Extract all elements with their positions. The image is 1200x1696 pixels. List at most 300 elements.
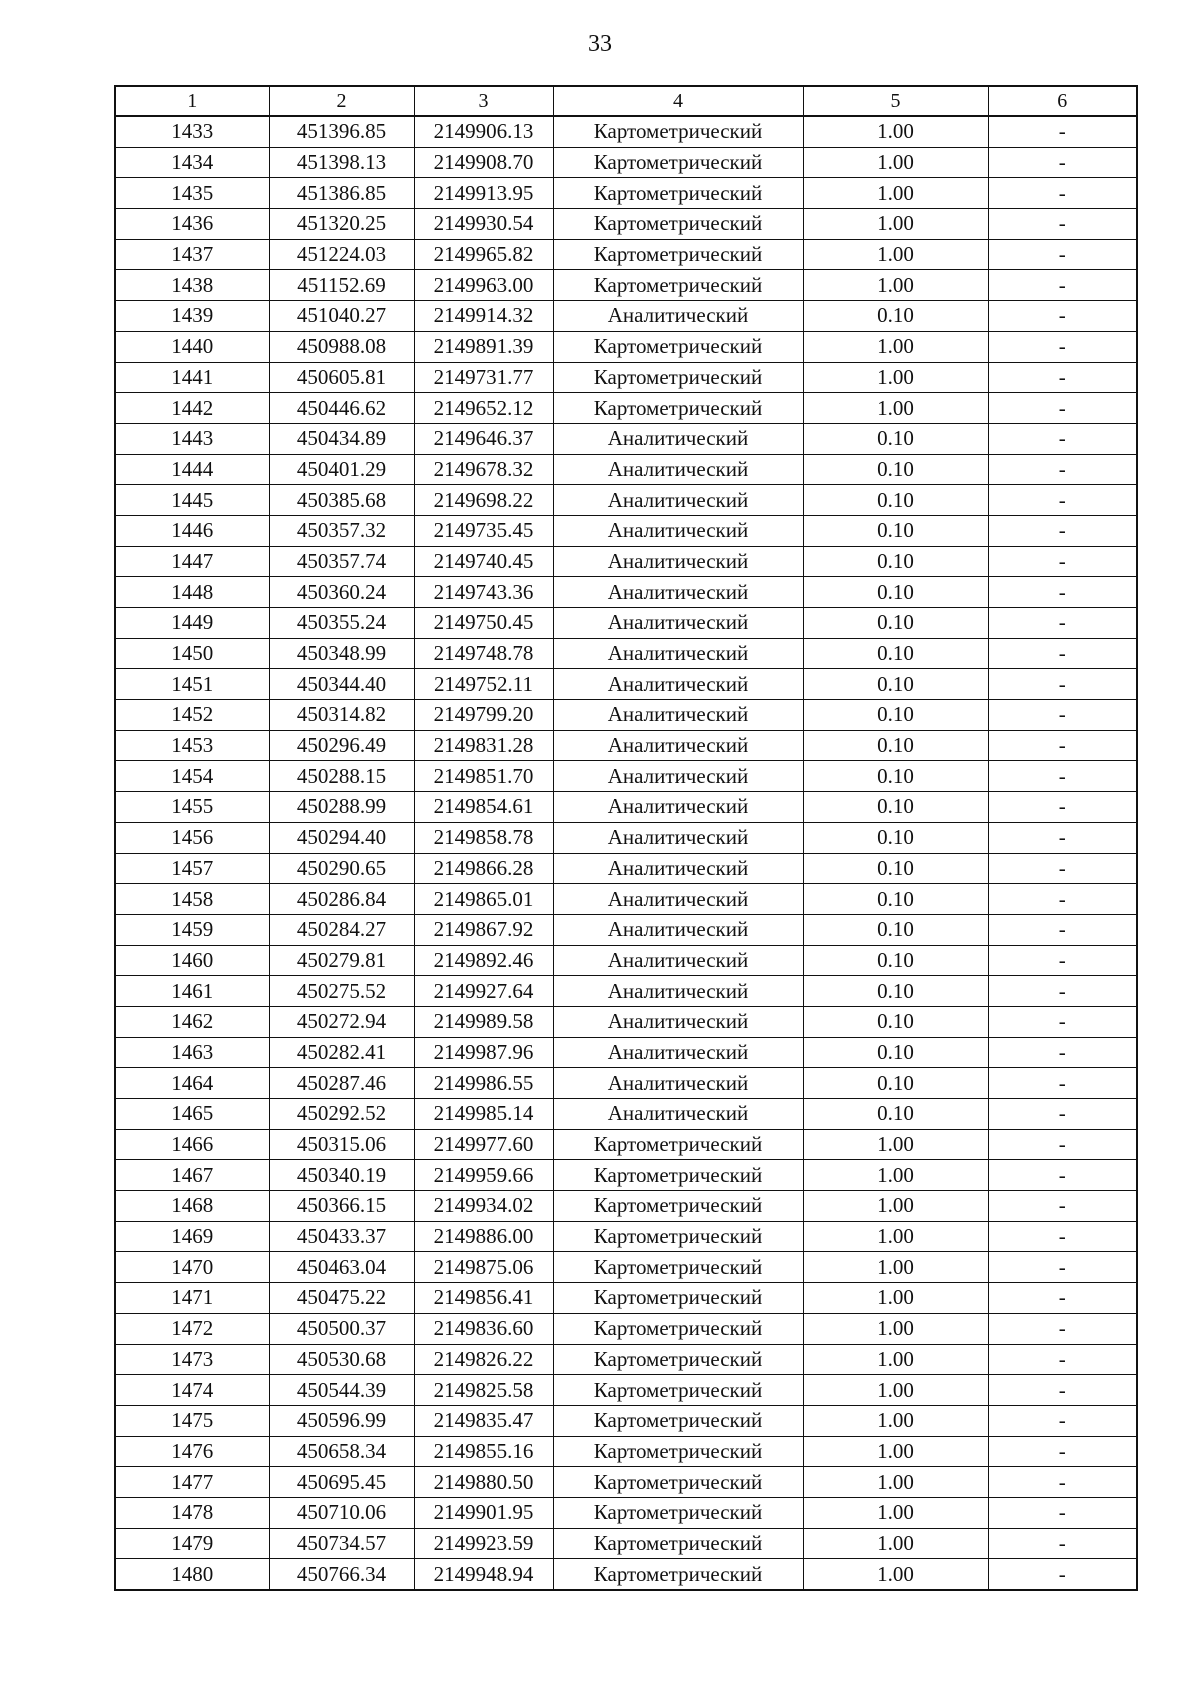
x-coordinate-cell: 450596.99 xyxy=(269,1405,414,1436)
accuracy-cell: 0.10 xyxy=(803,700,988,731)
note-cell: - xyxy=(988,853,1137,884)
method-cell: Картометрический xyxy=(553,331,803,362)
method-cell: Картометрический xyxy=(553,1129,803,1160)
method-cell: Аналитический xyxy=(553,638,803,669)
accuracy-cell: 0.10 xyxy=(803,945,988,976)
method-cell: Аналитический xyxy=(553,792,803,823)
point-number-cell: 1463 xyxy=(115,1037,269,1068)
table-row xyxy=(115,331,1137,362)
method-cell: Картометрический xyxy=(553,1375,803,1406)
accuracy-cell: 1.00 xyxy=(803,1559,988,1590)
y-coordinate-cell: 2149836.60 xyxy=(414,1313,553,1344)
accuracy-cell: 1.00 xyxy=(803,1160,988,1191)
accuracy-cell: 0.10 xyxy=(803,577,988,608)
point-number-cell: 1443 xyxy=(115,423,269,454)
accuracy-cell: 1.00 xyxy=(803,1467,988,1498)
method-cell: Аналитический xyxy=(553,1099,803,1130)
accuracy-cell: 1.00 xyxy=(803,1436,988,1467)
point-number-cell: 1467 xyxy=(115,1160,269,1191)
y-coordinate-cell: 2149750.45 xyxy=(414,608,553,639)
note-cell: - xyxy=(988,608,1137,639)
y-coordinate-cell: 2149854.61 xyxy=(414,792,553,823)
note-cell: - xyxy=(988,1559,1137,1590)
x-coordinate-cell: 451152.69 xyxy=(269,270,414,301)
note-cell: - xyxy=(988,669,1137,700)
method-cell: Картометрический xyxy=(553,209,803,240)
point-number-cell: 1474 xyxy=(115,1375,269,1406)
accuracy-cell: 1.00 xyxy=(803,1129,988,1160)
x-coordinate-cell: 450544.39 xyxy=(269,1375,414,1406)
method-cell: Картометрический xyxy=(553,362,803,393)
note-cell: - xyxy=(988,1006,1137,1037)
method-cell: Картометрический xyxy=(553,1559,803,1590)
point-number-cell: 1457 xyxy=(115,853,269,884)
point-number-cell: 1453 xyxy=(115,730,269,761)
y-coordinate-cell: 2149867.92 xyxy=(414,914,553,945)
method-cell: Аналитический xyxy=(553,976,803,1007)
x-coordinate-cell: 450433.37 xyxy=(269,1221,414,1252)
point-number-cell: 1433 xyxy=(115,116,269,147)
note-cell: - xyxy=(988,1191,1137,1222)
point-number-cell: 1446 xyxy=(115,515,269,546)
method-cell: Картометрический xyxy=(553,1252,803,1283)
x-coordinate-cell: 450288.15 xyxy=(269,761,414,792)
table-row xyxy=(115,1037,1137,1068)
method-cell: Аналитический xyxy=(553,945,803,976)
point-number-cell: 1473 xyxy=(115,1344,269,1375)
accuracy-cell: 1.00 xyxy=(803,147,988,178)
method-cell: Картометрический xyxy=(553,147,803,178)
note-cell: - xyxy=(988,1436,1137,1467)
table-row xyxy=(115,700,1137,731)
note-cell: - xyxy=(988,1099,1137,1130)
table-row xyxy=(115,1191,1137,1222)
note-cell: - xyxy=(988,914,1137,945)
method-cell: Аналитический xyxy=(553,1068,803,1099)
point-number-cell: 1462 xyxy=(115,1006,269,1037)
note-cell: - xyxy=(988,822,1137,853)
method-cell: Картометрический xyxy=(553,1160,803,1191)
x-coordinate-cell: 450605.81 xyxy=(269,362,414,393)
note-cell: - xyxy=(988,116,1137,147)
method-cell: Картометрический xyxy=(553,1221,803,1252)
point-number-cell: 1469 xyxy=(115,1221,269,1252)
column-header: 3 xyxy=(414,86,553,116)
accuracy-cell: 0.10 xyxy=(803,884,988,915)
note-cell: - xyxy=(988,270,1137,301)
point-number-cell: 1464 xyxy=(115,1068,269,1099)
point-number-cell: 1436 xyxy=(115,209,269,240)
table-row xyxy=(115,362,1137,393)
y-coordinate-cell: 2149963.00 xyxy=(414,270,553,301)
table-row xyxy=(115,515,1137,546)
y-coordinate-cell: 2149748.78 xyxy=(414,638,553,669)
column-header: 2 xyxy=(269,86,414,116)
note-cell: - xyxy=(988,730,1137,761)
table-row xyxy=(115,1313,1137,1344)
table-row xyxy=(115,239,1137,270)
y-coordinate-cell: 2149652.12 xyxy=(414,393,553,424)
column-header: 6 xyxy=(988,86,1137,116)
y-coordinate-cell: 2149948.94 xyxy=(414,1559,553,1590)
method-cell: Аналитический xyxy=(553,1037,803,1068)
accuracy-cell: 0.10 xyxy=(803,669,988,700)
note-cell: - xyxy=(988,700,1137,731)
accuracy-cell: 1.00 xyxy=(803,1497,988,1528)
x-coordinate-cell: 450282.41 xyxy=(269,1037,414,1068)
y-coordinate-cell: 2149891.39 xyxy=(414,331,553,362)
table-row xyxy=(115,1283,1137,1314)
y-coordinate-cell: 2149740.45 xyxy=(414,546,553,577)
point-number-cell: 1465 xyxy=(115,1099,269,1130)
accuracy-cell: 0.10 xyxy=(803,1037,988,1068)
note-cell: - xyxy=(988,1252,1137,1283)
x-coordinate-cell: 450766.34 xyxy=(269,1559,414,1590)
method-cell: Аналитический xyxy=(553,608,803,639)
method-cell: Картометрический xyxy=(553,1405,803,1436)
x-coordinate-cell: 450355.24 xyxy=(269,608,414,639)
accuracy-cell: 1.00 xyxy=(803,178,988,209)
note-cell: - xyxy=(988,761,1137,792)
y-coordinate-cell: 2149906.13 xyxy=(414,116,553,147)
point-number-cell: 1445 xyxy=(115,485,269,516)
method-cell: Аналитический xyxy=(553,700,803,731)
y-coordinate-cell: 2149908.70 xyxy=(414,147,553,178)
coordinates-table xyxy=(114,85,1138,1591)
y-coordinate-cell: 2149856.41 xyxy=(414,1283,553,1314)
point-number-cell: 1439 xyxy=(115,301,269,332)
accuracy-cell: 0.10 xyxy=(803,822,988,853)
method-cell: Аналитический xyxy=(553,669,803,700)
page-number: 33 xyxy=(588,31,612,57)
accuracy-cell: 0.10 xyxy=(803,423,988,454)
table-row xyxy=(115,914,1137,945)
note-cell: - xyxy=(988,1068,1137,1099)
note-cell: - xyxy=(988,147,1137,178)
x-coordinate-cell: 450296.49 xyxy=(269,730,414,761)
point-number-cell: 1471 xyxy=(115,1283,269,1314)
table-row xyxy=(115,209,1137,240)
table-row xyxy=(115,1129,1137,1160)
x-coordinate-cell: 450357.74 xyxy=(269,546,414,577)
note-cell: - xyxy=(988,1283,1137,1314)
table-row xyxy=(115,147,1137,178)
note-cell: - xyxy=(988,1528,1137,1559)
table-row xyxy=(115,884,1137,915)
point-number-cell: 1447 xyxy=(115,546,269,577)
accuracy-cell: 1.00 xyxy=(803,331,988,362)
accuracy-cell: 1.00 xyxy=(803,393,988,424)
table-row xyxy=(115,178,1137,209)
method-cell: Картометрический xyxy=(553,1436,803,1467)
y-coordinate-cell: 2149901.95 xyxy=(414,1497,553,1528)
table-row xyxy=(115,1467,1137,1498)
x-coordinate-cell: 450434.89 xyxy=(269,423,414,454)
table-body xyxy=(115,116,1137,1590)
point-number-cell: 1461 xyxy=(115,976,269,1007)
point-number-cell: 1448 xyxy=(115,577,269,608)
y-coordinate-cell: 2149743.36 xyxy=(414,577,553,608)
table-row xyxy=(115,730,1137,761)
table-row xyxy=(115,1006,1137,1037)
accuracy-cell: 0.10 xyxy=(803,1006,988,1037)
table-row xyxy=(115,1068,1137,1099)
accuracy-cell: 0.10 xyxy=(803,608,988,639)
y-coordinate-cell: 2149986.55 xyxy=(414,1068,553,1099)
note-cell: - xyxy=(988,546,1137,577)
accuracy-cell: 0.10 xyxy=(803,914,988,945)
method-cell: Аналитический xyxy=(553,485,803,516)
point-number-cell: 1477 xyxy=(115,1467,269,1498)
x-coordinate-cell: 450530.68 xyxy=(269,1344,414,1375)
method-cell: Картометрический xyxy=(553,393,803,424)
method-cell: Аналитический xyxy=(553,884,803,915)
point-number-cell: 1435 xyxy=(115,178,269,209)
note-cell: - xyxy=(988,976,1137,1007)
note-cell: - xyxy=(988,515,1137,546)
y-coordinate-cell: 2149886.00 xyxy=(414,1221,553,1252)
table-row xyxy=(115,792,1137,823)
x-coordinate-cell: 451398.13 xyxy=(269,147,414,178)
x-coordinate-cell: 450475.22 xyxy=(269,1283,414,1314)
point-number-cell: 1468 xyxy=(115,1191,269,1222)
accuracy-cell: 0.10 xyxy=(803,761,988,792)
y-coordinate-cell: 2149875.06 xyxy=(414,1252,553,1283)
method-cell: Аналитический xyxy=(553,1006,803,1037)
method-cell: Аналитический xyxy=(553,761,803,792)
table-row xyxy=(115,485,1137,516)
accuracy-cell: 1.00 xyxy=(803,1375,988,1406)
table-row xyxy=(115,1528,1137,1559)
accuracy-cell: 0.10 xyxy=(803,730,988,761)
accuracy-cell: 1.00 xyxy=(803,239,988,270)
note-cell: - xyxy=(988,301,1137,332)
point-number-cell: 1476 xyxy=(115,1436,269,1467)
method-cell: Картометрический xyxy=(553,1344,803,1375)
x-coordinate-cell: 450734.57 xyxy=(269,1528,414,1559)
note-cell: - xyxy=(988,1497,1137,1528)
y-coordinate-cell: 2149914.32 xyxy=(414,301,553,332)
method-cell: Аналитический xyxy=(553,454,803,485)
accuracy-cell: 0.10 xyxy=(803,301,988,332)
method-cell: Аналитический xyxy=(553,423,803,454)
table-row xyxy=(115,669,1137,700)
point-number-cell: 1444 xyxy=(115,454,269,485)
y-coordinate-cell: 2149865.01 xyxy=(414,884,553,915)
table-row xyxy=(115,1252,1137,1283)
y-coordinate-cell: 2149959.66 xyxy=(414,1160,553,1191)
y-coordinate-cell: 2149880.50 xyxy=(414,1467,553,1498)
table-row xyxy=(115,546,1137,577)
note-cell: - xyxy=(988,1037,1137,1068)
table-row xyxy=(115,1099,1137,1130)
y-coordinate-cell: 2149965.82 xyxy=(414,239,553,270)
method-cell: Картометрический xyxy=(553,1497,803,1528)
column-header: 4 xyxy=(553,86,803,116)
point-number-cell: 1475 xyxy=(115,1405,269,1436)
point-number-cell: 1438 xyxy=(115,270,269,301)
note-cell: - xyxy=(988,209,1137,240)
point-number-cell: 1449 xyxy=(115,608,269,639)
x-coordinate-cell: 451386.85 xyxy=(269,178,414,209)
table-row xyxy=(115,1344,1137,1375)
note-cell: - xyxy=(988,884,1137,915)
accuracy-cell: 1.00 xyxy=(803,1528,988,1559)
x-coordinate-cell: 450292.52 xyxy=(269,1099,414,1130)
y-coordinate-cell: 2149646.37 xyxy=(414,423,553,454)
y-coordinate-cell: 2149851.70 xyxy=(414,761,553,792)
x-coordinate-cell: 450348.99 xyxy=(269,638,414,669)
point-number-cell: 1478 xyxy=(115,1497,269,1528)
table-row xyxy=(115,761,1137,792)
method-cell: Аналитический xyxy=(553,577,803,608)
point-number-cell: 1441 xyxy=(115,362,269,393)
x-coordinate-cell: 451396.85 xyxy=(269,116,414,147)
accuracy-cell: 0.10 xyxy=(803,853,988,884)
x-coordinate-cell: 450401.29 xyxy=(269,454,414,485)
point-number-cell: 1434 xyxy=(115,147,269,178)
point-number-cell: 1440 xyxy=(115,331,269,362)
method-cell: Картометрический xyxy=(553,1283,803,1314)
note-cell: - xyxy=(988,454,1137,485)
column-header: 1 xyxy=(115,86,269,116)
accuracy-cell: 0.10 xyxy=(803,515,988,546)
note-cell: - xyxy=(988,393,1137,424)
accuracy-cell: 0.10 xyxy=(803,976,988,1007)
y-coordinate-cell: 2149985.14 xyxy=(414,1099,553,1130)
table-row xyxy=(115,1221,1137,1252)
x-coordinate-cell: 450695.45 xyxy=(269,1467,414,1498)
accuracy-cell: 1.00 xyxy=(803,209,988,240)
method-cell: Аналитический xyxy=(553,730,803,761)
x-coordinate-cell: 450272.94 xyxy=(269,1006,414,1037)
x-coordinate-cell: 451040.27 xyxy=(269,301,414,332)
table-row xyxy=(115,577,1137,608)
point-number-cell: 1459 xyxy=(115,914,269,945)
table-row xyxy=(115,454,1137,485)
method-cell: Аналитический xyxy=(553,546,803,577)
method-cell: Картометрический xyxy=(553,116,803,147)
note-cell: - xyxy=(988,1405,1137,1436)
note-cell: - xyxy=(988,1375,1137,1406)
x-coordinate-cell: 450340.19 xyxy=(269,1160,414,1191)
method-cell: Картометрический xyxy=(553,1313,803,1344)
method-cell: Картометрический xyxy=(553,270,803,301)
y-coordinate-cell: 2149866.28 xyxy=(414,853,553,884)
method-cell: Картометрический xyxy=(553,1191,803,1222)
accuracy-cell: 1.00 xyxy=(803,1313,988,1344)
note-cell: - xyxy=(988,423,1137,454)
table-row xyxy=(115,1559,1137,1590)
y-coordinate-cell: 2149927.64 xyxy=(414,976,553,1007)
note-cell: - xyxy=(988,1129,1137,1160)
x-coordinate-cell: 450286.84 xyxy=(269,884,414,915)
note-cell: - xyxy=(988,331,1137,362)
x-coordinate-cell: 450988.08 xyxy=(269,331,414,362)
y-coordinate-cell: 2149977.60 xyxy=(414,1129,553,1160)
method-cell: Аналитический xyxy=(553,515,803,546)
accuracy-cell: 0.10 xyxy=(803,454,988,485)
x-coordinate-cell: 450446.62 xyxy=(269,393,414,424)
accuracy-cell: 1.00 xyxy=(803,1252,988,1283)
point-number-cell: 1442 xyxy=(115,393,269,424)
table-row xyxy=(115,1497,1137,1528)
accuracy-cell: 1.00 xyxy=(803,1221,988,1252)
header-row xyxy=(115,86,1137,116)
table-row xyxy=(115,270,1137,301)
y-coordinate-cell: 2149892.46 xyxy=(414,945,553,976)
x-coordinate-cell: 450288.99 xyxy=(269,792,414,823)
y-coordinate-cell: 2149752.11 xyxy=(414,669,553,700)
accuracy-cell: 1.00 xyxy=(803,116,988,147)
y-coordinate-cell: 2149735.45 xyxy=(414,515,553,546)
method-cell: Картометрический xyxy=(553,1467,803,1498)
accuracy-cell: 0.10 xyxy=(803,792,988,823)
x-coordinate-cell: 450294.40 xyxy=(269,822,414,853)
accuracy-cell: 1.00 xyxy=(803,1344,988,1375)
x-coordinate-cell: 450279.81 xyxy=(269,945,414,976)
note-cell: - xyxy=(988,792,1137,823)
x-coordinate-cell: 450284.27 xyxy=(269,914,414,945)
x-coordinate-cell: 450315.06 xyxy=(269,1129,414,1160)
table-row xyxy=(115,822,1137,853)
accuracy-cell: 0.10 xyxy=(803,1068,988,1099)
accuracy-cell: 0.10 xyxy=(803,638,988,669)
x-coordinate-cell: 451320.25 xyxy=(269,209,414,240)
note-cell: - xyxy=(988,577,1137,608)
method-cell: Картометрический xyxy=(553,1528,803,1559)
point-number-cell: 1460 xyxy=(115,945,269,976)
x-coordinate-cell: 450287.46 xyxy=(269,1068,414,1099)
accuracy-cell: 1.00 xyxy=(803,362,988,393)
accuracy-cell: 0.10 xyxy=(803,1099,988,1130)
y-coordinate-cell: 2149989.58 xyxy=(414,1006,553,1037)
x-coordinate-cell: 450360.24 xyxy=(269,577,414,608)
point-number-cell: 1450 xyxy=(115,638,269,669)
note-cell: - xyxy=(988,1160,1137,1191)
x-coordinate-cell: 450357.32 xyxy=(269,515,414,546)
note-cell: - xyxy=(988,1221,1137,1252)
x-coordinate-cell: 450710.06 xyxy=(269,1497,414,1528)
x-coordinate-cell: 450500.37 xyxy=(269,1313,414,1344)
point-number-cell: 1472 xyxy=(115,1313,269,1344)
point-number-cell: 1466 xyxy=(115,1129,269,1160)
y-coordinate-cell: 2149731.77 xyxy=(414,362,553,393)
table-row xyxy=(115,423,1137,454)
method-cell: Картометрический xyxy=(553,239,803,270)
y-coordinate-cell: 2149831.28 xyxy=(414,730,553,761)
accuracy-cell: 1.00 xyxy=(803,1283,988,1314)
note-cell: - xyxy=(988,178,1137,209)
table-row xyxy=(115,116,1137,147)
accuracy-cell: 0.10 xyxy=(803,485,988,516)
y-coordinate-cell: 2149855.16 xyxy=(414,1436,553,1467)
accuracy-cell: 1.00 xyxy=(803,1405,988,1436)
note-cell: - xyxy=(988,362,1137,393)
accuracy-cell: 1.00 xyxy=(803,1191,988,1222)
y-coordinate-cell: 2149835.47 xyxy=(414,1405,553,1436)
table-row xyxy=(115,1436,1137,1467)
point-number-cell: 1470 xyxy=(115,1252,269,1283)
point-number-cell: 1480 xyxy=(115,1559,269,1590)
y-coordinate-cell: 2149826.22 xyxy=(414,1344,553,1375)
y-coordinate-cell: 2149930.54 xyxy=(414,209,553,240)
note-cell: - xyxy=(988,638,1137,669)
point-number-cell: 1454 xyxy=(115,761,269,792)
x-coordinate-cell: 450463.04 xyxy=(269,1252,414,1283)
y-coordinate-cell: 2149825.58 xyxy=(414,1375,553,1406)
table-row xyxy=(115,976,1137,1007)
